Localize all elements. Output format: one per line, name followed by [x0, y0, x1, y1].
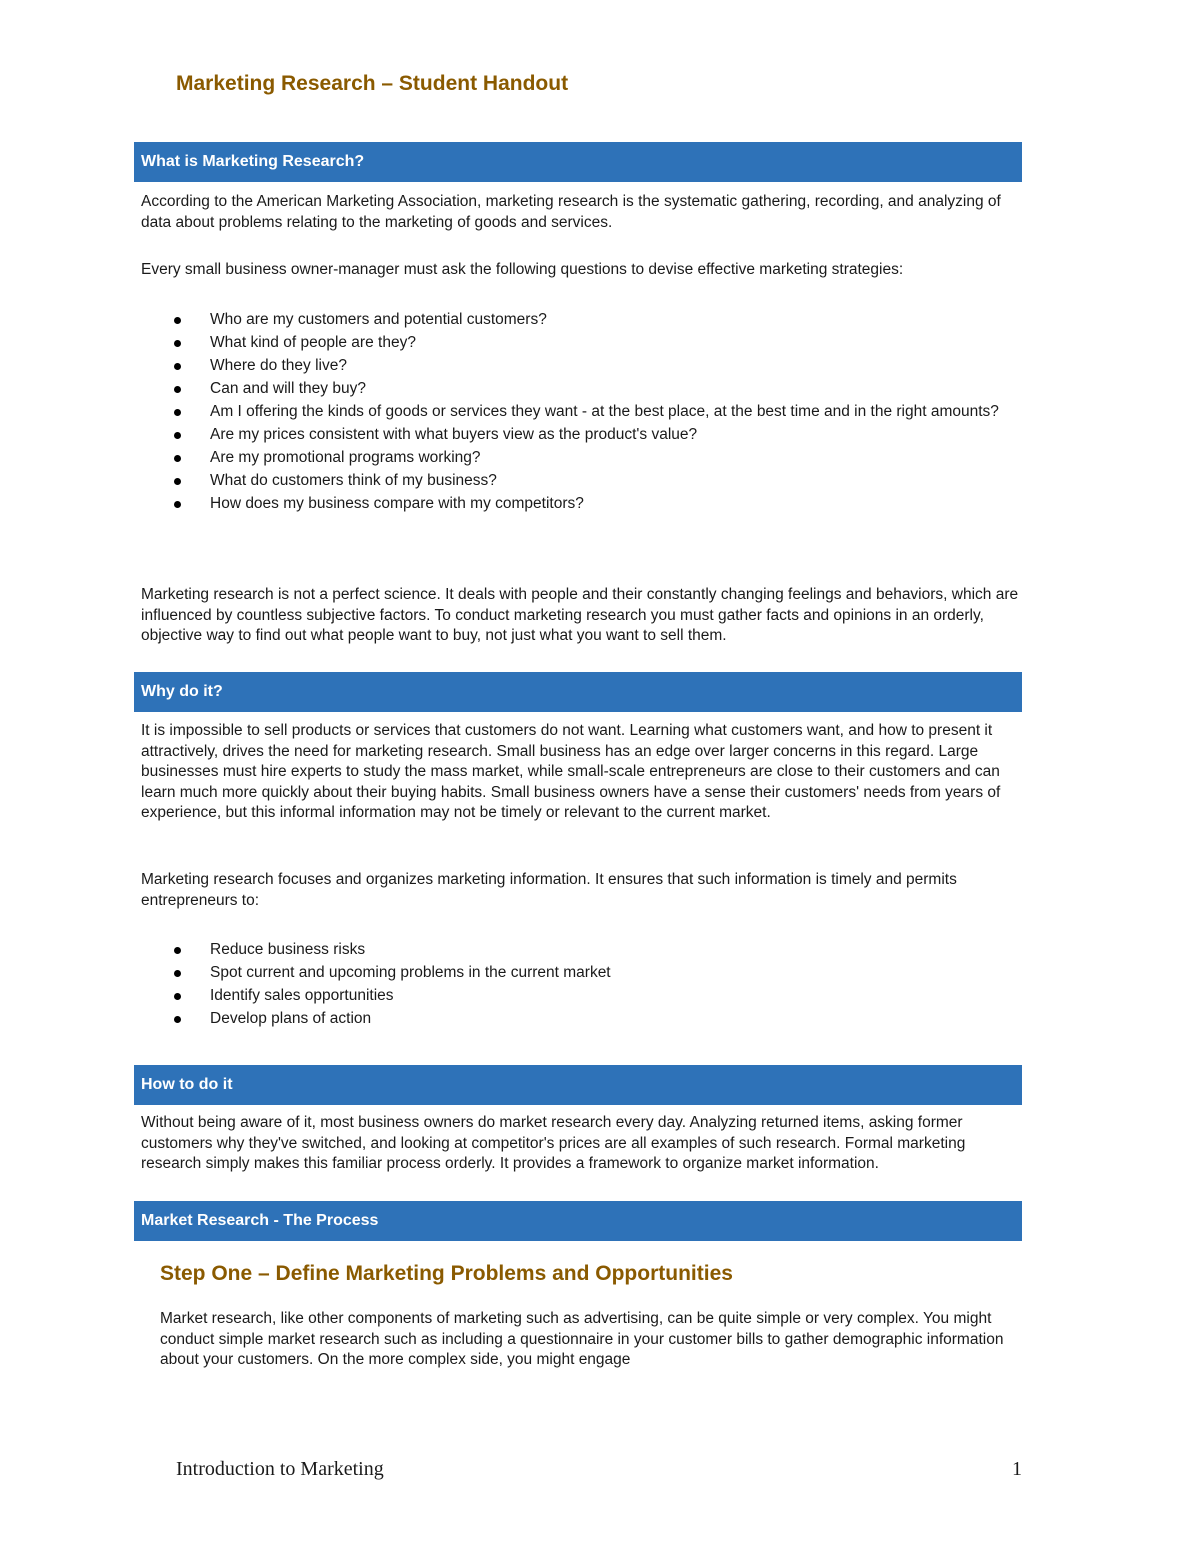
list-item: What do customers think of my business? — [141, 469, 1001, 492]
list-item: Develop plans of action — [141, 1007, 1001, 1030]
what-paragraph-3: Marketing research is not a perfect science. It deals with people and their constantly changing feelings and behaviors, which are influenced by countless subjective factors. To conduct marketing research you must gather facts and opinions in an orderly, objective way to find out what people want to buy, not just what you want to sell them. — [141, 586, 1019, 644]
step-one-paragraph: Market research, like other components of marketing such as advertising, can be quite simple or very complex. You might conduct simple market research such as including a questionnaire in your customer bills to gather demographic information about your customers. On the more complex side, you might engage — [160, 1310, 1004, 1368]
list-item: Am I offering the kinds of goods or services they want - at the best place, at the best time and in the right amounts? — [141, 400, 1001, 423]
list-item: Who are my customers and potential customers? — [141, 308, 1001, 331]
benefits-list — [141, 938, 1001, 1030]
section-heading-what: What is Marketing Research? — [134, 142, 1022, 182]
list-item: Can and will they buy? — [141, 377, 1001, 400]
step-one-title: Step One – Define Marketing Problems and Opportunities — [160, 1262, 733, 1285]
footer-course-title: Introduction to Marketing — [176, 1458, 384, 1480]
list-item: Where do they live? — [141, 354, 1001, 377]
bullet-icon — [174, 317, 181, 324]
bullet-icon — [174, 432, 181, 439]
list-item: Spot current and upcoming problems in the current market — [141, 961, 1001, 984]
bullet-icon — [174, 340, 181, 347]
list-item: Are my promotional programs working? — [141, 446, 1001, 469]
bullet-icon — [174, 970, 181, 977]
bullet-icon — [174, 1016, 181, 1023]
list-item: Are my prices consistent with what buyers view as the product's value? — [141, 423, 1001, 446]
why-paragraph-1: It is impossible to sell products or services that customers do not want. Learning what customers want, and how to present it attractively, drives the need for marketing research. Small business has an edge over larger concerns in this regard. Large businesses must hire experts to study the mass market, while small-scale entrepreneurs are close to their customers and can learn much more quickly about their buying habits. Small business owners have a sense their customers' needs from years of experience, but this informal information may not be timely or relevant to the current market. — [141, 722, 1001, 821]
bullet-icon — [174, 409, 181, 416]
bullet-icon — [174, 501, 181, 508]
section-heading-how: How to do it — [134, 1065, 1022, 1105]
bullet-icon — [174, 386, 181, 393]
how-paragraph-1: Without being aware of it, most business owners do market research every day. Analyzing returned items, asking former customers why they've switched, and looking at competitor's prices are all examples of such research. Formal marketing research simply makes this familiar process orderly. It provides a framework to organize market information. — [141, 1114, 966, 1172]
list-item: What kind of people are they? — [141, 331, 1001, 354]
bullet-icon — [174, 363, 181, 370]
what-paragraph-2: Every small business owner-manager must ask the following questions to devise effective marketing strategies: — [141, 261, 904, 278]
list-item: How does my business compare with my competitors? — [141, 492, 1001, 515]
list-item: Identify sales opportunities — [141, 984, 1001, 1007]
list-item: Reduce business risks — [141, 938, 1001, 961]
questions-list — [141, 308, 1001, 515]
page-number: 1 — [1012, 1458, 1022, 1480]
section-heading-process: Market Research - The Process — [134, 1201, 1022, 1241]
section-heading-why: Why do it? — [134, 672, 1022, 712]
bullet-icon — [174, 993, 181, 1000]
page-title: Marketing Research – Student Handout — [176, 72, 569, 95]
bullet-icon — [174, 478, 181, 485]
what-paragraph-1: According to the American Marketing Association, marketing research is the systematic gathering, recording, and analyzing of data about problems relating to the marketing of goods and services. — [141, 193, 1001, 231]
bullet-icon — [174, 947, 181, 954]
why-paragraph-2: Marketing research focuses and organizes marketing information. It ensures that such information is timely and permits entrepreneurs to: — [141, 871, 957, 909]
bullet-icon — [174, 455, 181, 462]
